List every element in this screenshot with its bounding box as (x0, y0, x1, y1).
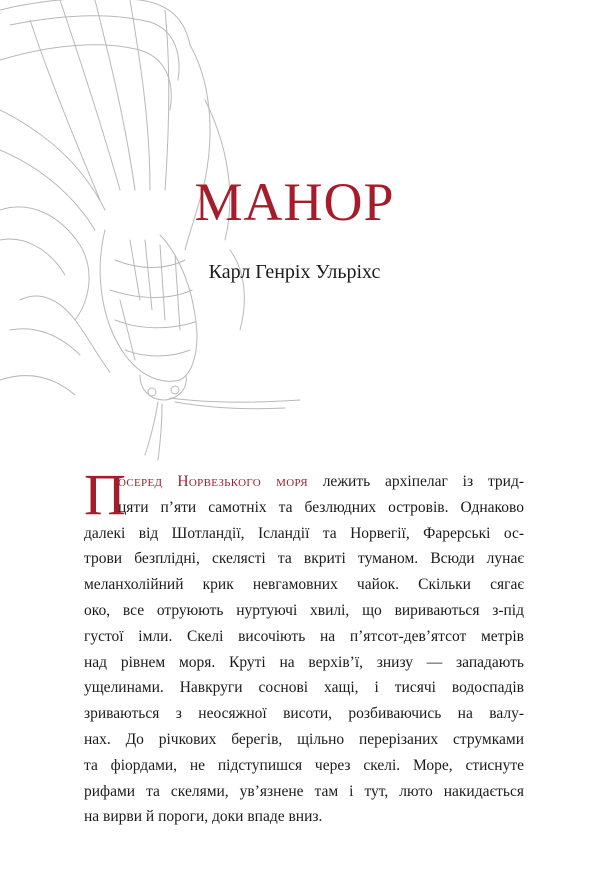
paragraph-line: зриваються з неосяжної висоти, розбиваючись на валу- (84, 705, 524, 723)
paragraph-line: ущелинами. Навкруги соснові хащі, і тисячі водоспадів (84, 679, 524, 697)
paragraph-line: рифами та скелями, ув’язнене там і тут, люто накидається (84, 782, 524, 800)
book-author: Карл Генріх Ульріхс (208, 261, 381, 283)
paragraph-line: меланхолійний крик невгамовних чайок. Скільки сягає (84, 576, 524, 594)
book-title: МАНОР (194, 172, 395, 232)
paragraph-line (84, 469, 524, 495)
paragraph-line: нах. До річкових берегів, щільно перерізаних струмками (84, 730, 524, 748)
lead-in-text: осеред Норвезького моря (118, 473, 308, 490)
paragraph-line: над рівнем моря. Круті на верхів’ї, знизу — западають (84, 653, 524, 671)
opening-paragraph (84, 462, 524, 830)
paragraph-line: цяти п’яти самотніх та безлюдних островів. Однаково (118, 498, 524, 516)
paragraph-line: на вирви й пороги, доки впаде вниз. (84, 808, 323, 826)
first-line-rest: лежить архіпелаг із трид- (307, 473, 524, 490)
moth-sketch-icon (0, 0, 330, 470)
paragraph-line: трови безплідні, скелясті та вкриті туманом. Всюди лунає (84, 550, 524, 568)
paragraph-line: далекі від Шотландії, Ісландії та Норвегії, Фарерські ос- (84, 524, 524, 542)
drop-cap: П (84, 462, 126, 527)
paragraph-line: око, все отруюють нуртуючі хвилі, що вириваються з-під (84, 601, 524, 619)
paragraph-line: та фіордами, не підступишся через скелі. Море, стиснуте (84, 756, 524, 774)
paragraph-line: густої імли. Скелі височіють на п’ятсот-дев’ятсот метрів (84, 627, 524, 645)
